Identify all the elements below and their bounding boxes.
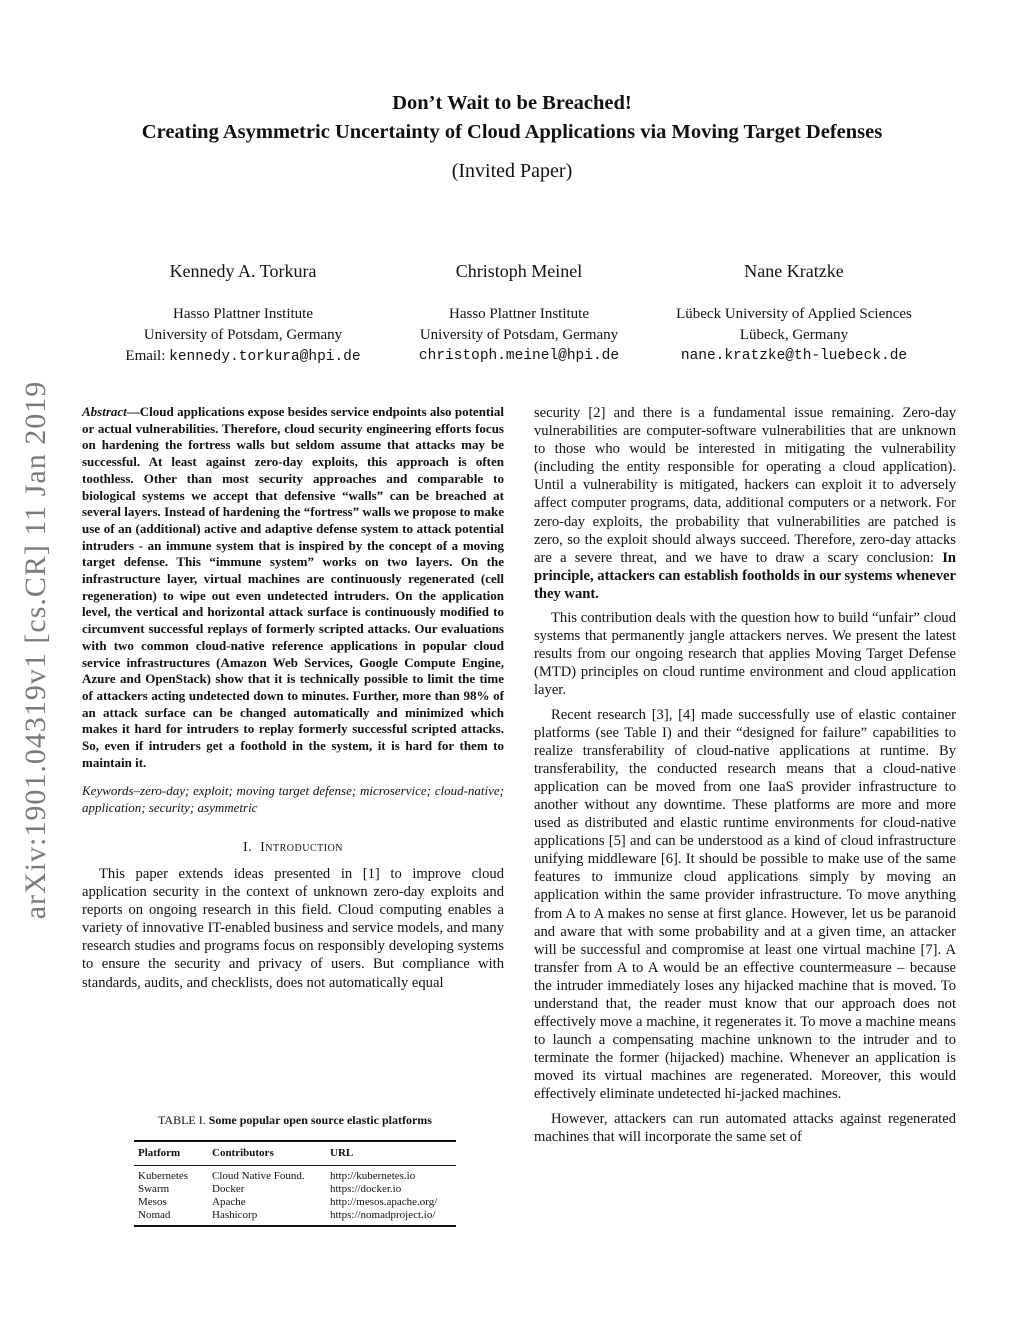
section-number: I.	[242, 839, 253, 855]
email-prefix: Email:	[125, 348, 170, 364]
keywords: Keywords–zero-day; exploit; moving target defense; microservice; cloud-native; application; security; asymmetric	[82, 783, 504, 816]
table-header-cell: URL	[326, 1141, 456, 1166]
section-title: Introduction	[260, 839, 344, 855]
table-row	[134, 1196, 456, 1209]
bold-conclusion: In principle, attackers can establish footholds in our systems whenever they want.	[534, 549, 956, 602]
paper-subtitle: (Invited Paper)	[451, 160, 573, 182]
paper-title	[0, 89, 1024, 147]
author-block-2	[369, 261, 669, 367]
abstract-label: Abstract	[82, 404, 127, 419]
affiliation-institute: Hasso Plattner Institute	[449, 306, 589, 322]
right-paragraph-3: Recent research [3], [4] made successfully use of elastic container platforms (see Table I) and their “designed for failure” capabilities to realize transferability of cloud-native applications at runtime. By transferability, the conducted research means that a cloud-native application can be moved from one IaaS provider infrastructure to another without any downtime. These platforms are more and more used as distributed and elastic runtime environments for cloud-native applications [5] and can be understood as a kind of cloud infrastructure unifying middleware [6]. It should be possible to make use of the same features to immunize cloud applications simply by moving an application within the same provider infrastructure. To move anything from A to A makes no sense at first glance. However, let us be paranoid and aware that with some probability and at a given time, an attacker will be successful and compromise at least one virtual machine [7]. A transfer from A to A would be an effective countermeasure – because the intruder immediately loses any hijacked machine that is moved. To understand that, the reader must know that our approach does not effectively move a machine, it regenerates it. To move a machine means to launch a compensating machine unknown to the intruder and to terminate the former (hijacked) machine. Whenever an application is moved its virtual machines are regenerated. Moreover, this would effectively eliminate undetected hi-jacked machines.	[534, 706, 956, 1103]
abstract	[82, 404, 504, 771]
author-name: Christoph Meinel	[455, 261, 583, 281]
author-block-3	[644, 261, 944, 367]
title-line-2: Creating Asymmetric Uncertainty of Cloud Applications via Moving Target Defenses	[141, 121, 883, 143]
table-row	[134, 1209, 456, 1226]
table-cell: https://docker.io	[330, 1183, 402, 1195]
table-header-cell: Contributors	[208, 1141, 326, 1166]
table-caption-text: Some popular open source elastic platforms	[208, 1113, 432, 1127]
platforms-table	[134, 1140, 456, 1227]
section-heading	[82, 839, 504, 857]
table-cell: http://mesos.apache.org/	[330, 1196, 438, 1208]
table-cell: https://nomadproject.io/	[326, 1209, 456, 1226]
author-affiliation	[644, 304, 944, 367]
abstract-text: —Cloud applications expose besides service endpoints also potential or actual vulnerabilities. Therefore, cloud security engineering efforts focus on hardening the fortress walls but seldom assume that attacks may be successful. At least against zero-day exploits, this approach is often toothless. Other than most security approaches and comparable to biological systems we accept that defensive “walls” can be breached at several layers. Instead of hardening the “fortress” walls we propose to make use of an (additional) active and adaptive defense system to attack potential intruders - an immune system that is inspired by the concept of a moving target defense. This “immune system” works on two layers. On the infrastructure layer, virtual machines are continuously regenerated (cell regeneration) to wipe out even undetected intruders. On the application level, the vertical and horizontal attack surface is continuously modified to circumvent successful replays of formerly scripted attacks. Our evaluations with two common cloud-native reference applications in popular cloud service infrastructures (Amazon Web Services, Google Compute Engine, Azure and OpenStack) show that it is technically possible to limit the time of attackers acting undetected down to minutes. Further, more than 98% of an attack surface can be changed automatically and minimized which makes it hard for intruders to replay formerly successful scripted attacks. So, even if intruders get a foothold in the system, it is hard for them to maintain it.	[82, 404, 504, 770]
table-cell: Hashicorp	[208, 1209, 326, 1226]
intro-paragraph-1: This paper extends ideas presented in [1] to improve cloud application security in the context of unknown zero-day exploits and reports on ongoing research in this field. Cloud computing enables a variety of innovative IT-enabled business and service models, and many research studies and programs focus on responsibly developing systems to ensure the security and privacy of users. But compliance with standards, audits, and checklists, does not automatically equal	[82, 865, 504, 991]
author-affiliation	[93, 304, 393, 368]
table-header-cell: Platform	[134, 1141, 208, 1166]
affiliation-institute: Hasso Plattner Institute	[173, 306, 313, 322]
left-column	[82, 404, 504, 992]
table-cell: Kubernetes	[138, 1170, 189, 1182]
right-paragraph-4: However, attackers can run automated attacks against regenerated machines that will incorporate the same set of	[534, 1110, 956, 1145]
author-affiliation	[369, 304, 669, 367]
right-column	[534, 404, 956, 1146]
author-email: christoph.meinel@hpi.de	[418, 348, 620, 364]
author-email-line	[93, 346, 393, 368]
author-email: kennedy.torkura@hpi.de	[169, 349, 361, 365]
right-paragraph-2: This contribution deals with the question how to build “unfair” cloud systems that permanently jangle attackers nerves. We present the latest results from our ongoing research that applies Moving Target Defense (MTD) principles on cloud runtime environment and cloud application layer.	[534, 610, 956, 699]
affiliation-city: Lübeck, Germany	[739, 327, 849, 343]
author-email: nane.kratzke@th-luebeck.de	[680, 348, 908, 364]
affiliation-university: University of Potsdam, Germany	[419, 327, 619, 343]
author-name: Kennedy A. Torkura	[169, 261, 317, 281]
table-cell: Apache	[212, 1196, 246, 1208]
paragraph-text: security [2] and there is a fundamental issue remaining. Zero-day vulnerabilities are computer-software vulnerabilities that are unknown to those who would be interested in mitigating the vulnerability (including the entity responsible for operating a cloud application). Until a vulnerability is mitigated, hackers can exploit it to adversely affect computer programs, data, additional computers or a network. For zero-day exploits, the probability that vulnerabilities are patched is zero, so the exploit should always succeed. Therefore, zero-day attacks are a severe threat, and we have to draw a scary conclusion:	[534, 405, 956, 566]
table-caption-label: TABLE I.	[158, 1113, 206, 1127]
title-line-1: Don’t Wait to be Breached!	[392, 92, 632, 114]
right-paragraph-1	[534, 404, 956, 603]
affiliation-institute: Lübeck University of Applied Sciences	[676, 306, 912, 322]
table-caption	[80, 1113, 510, 1128]
table-cell: Nomad	[134, 1209, 208, 1226]
arxiv-identifier: arXiv:1901.04319v1 [cs.CR] 11 Jan 2019	[19, 380, 52, 920]
table-cell: Cloud Native Found.	[212, 1170, 305, 1182]
table-row	[134, 1183, 456, 1196]
author-block-1	[93, 261, 393, 368]
author-name: Nane Kratzke	[744, 261, 844, 281]
table-cell: Swarm	[138, 1183, 170, 1195]
table-row	[134, 1166, 456, 1184]
table-cell: http://kubernetes.io	[330, 1170, 416, 1182]
table-header-row	[134, 1141, 456, 1166]
affiliation-university: University of Potsdam, Germany	[143, 327, 343, 343]
table-cell: Mesos	[138, 1196, 167, 1208]
table-cell: Docker	[212, 1183, 245, 1195]
